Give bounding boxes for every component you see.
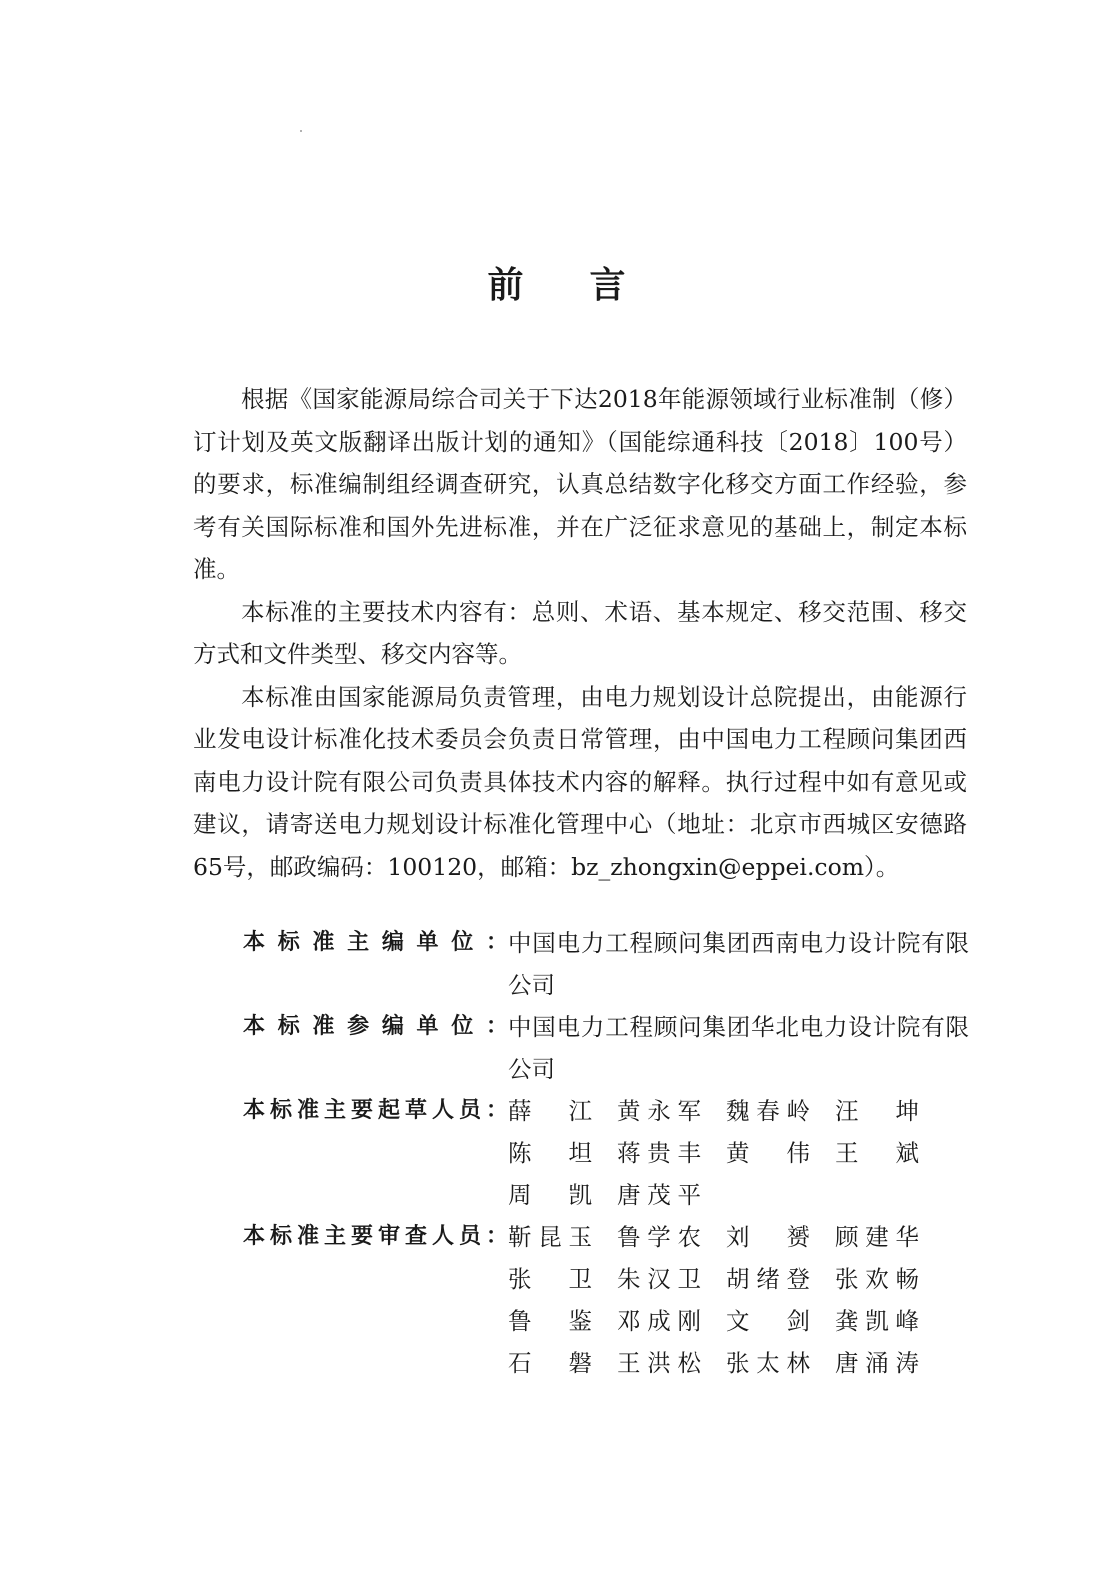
reviewer-name: 邓成刚 bbox=[617, 1307, 701, 1335]
drafter-name: 周 凯 bbox=[508, 1181, 592, 1209]
preface-paragraph-2: 本标准的主要技术内容有：总则、术语、基本规定、移交范围、移交方式和文件类型、移交内容等。 bbox=[193, 597, 967, 668]
page-title-char-1: 前 bbox=[487, 265, 524, 306]
reviewers-row bbox=[243, 1216, 969, 1384]
reviewer-name: 张 卫 bbox=[508, 1265, 592, 1293]
reviewer-name: 文 剑 bbox=[726, 1307, 810, 1335]
reviewer-name: 朱汉卫 bbox=[617, 1265, 701, 1293]
participating-unit-value: 中国电力工程顾问集团华北电力设计院有限公司 bbox=[508, 1013, 969, 1083]
drafter-name: 蒋贵丰 bbox=[617, 1139, 701, 1167]
participating-unit-label: 本标准参编单位： bbox=[243, 1014, 508, 1039]
reviewer-name: 唐涌涛 bbox=[835, 1349, 919, 1377]
page-title bbox=[0, 262, 1113, 310]
reviewer-name: 王洪松 bbox=[617, 1349, 701, 1377]
drafter-name: 唐茂平 bbox=[617, 1181, 701, 1209]
reviewer-name: 靳昆玉 bbox=[508, 1223, 592, 1251]
reviewer-name: 石 磐 bbox=[508, 1349, 592, 1377]
reviewers-names bbox=[508, 1216, 969, 1384]
drafters-row bbox=[243, 1090, 969, 1216]
drafter-name: 魏春岭 bbox=[726, 1097, 810, 1125]
reviewer-name: 刘 赟 bbox=[726, 1223, 810, 1251]
drafter-name: 陈 坦 bbox=[508, 1139, 592, 1167]
drafter-name: 汪 坤 bbox=[835, 1097, 919, 1125]
chief-unit-value: 中国电力工程顾问集团西南电力设计院有限公司 bbox=[508, 929, 969, 999]
reviewer-name: 龚凯峰 bbox=[835, 1307, 919, 1335]
scan-speck bbox=[300, 130, 302, 132]
reviewer-name: 鲁学农 bbox=[617, 1223, 701, 1251]
reviewers-label: 本标准主要审查人员： bbox=[243, 1224, 508, 1249]
reviewer-name: 胡绪登 bbox=[726, 1265, 810, 1293]
preface-paragraph-1: 根据《国家能源局综合司关于下达2018年能源领域行业标准制（修）订计划及英文版翻译出版计划的通知》（国能综通科技〔2018〕100号）的要求，标准编制组经调查研究，认真总结数字化移交方面工作经验，参考有关国际标准和国外先进标准，并在广泛征求意见的基础上，制定本标准。 bbox=[193, 385, 967, 583]
reviewer-name: 张欢畅 bbox=[835, 1265, 919, 1293]
page-title-char-2: 言 bbox=[589, 265, 626, 306]
preface-body bbox=[193, 378, 967, 888]
drafter-name: 黄 伟 bbox=[726, 1139, 810, 1167]
drafters-label: 本标准主要起草人员： bbox=[243, 1098, 508, 1123]
participating-unit-row bbox=[243, 1006, 969, 1090]
preface-paragraph-3: 本标准由国家能源局负责管理，由电力规划设计总院提出，由能源行业发电设计标准化技术委员会负责日常管理，由中国电力工程顾问集团西南电力设计院有限公司负责具体技术内容的解释。执行过程中如有意见或建议，请寄送电力规划设计标准化管理中心（地址：北京市西城区安德路65号，邮政编码：100120，邮箱：bz_zhongxin@eppei.com）。 bbox=[193, 682, 967, 881]
reviewer-name: 张太林 bbox=[726, 1349, 810, 1377]
credits-section bbox=[243, 922, 969, 1384]
drafter-name: 黄永军 bbox=[617, 1097, 701, 1125]
chief-unit-label: 本标准主编单位： bbox=[243, 930, 508, 955]
drafters-names bbox=[508, 1090, 969, 1216]
reviewer-name: 鲁 鉴 bbox=[508, 1307, 592, 1335]
reviewer-name: 顾建华 bbox=[835, 1223, 919, 1251]
drafter-name: 王 斌 bbox=[835, 1139, 919, 1167]
chief-unit-row bbox=[243, 922, 969, 1006]
drafter-name: 薛 江 bbox=[508, 1097, 592, 1125]
